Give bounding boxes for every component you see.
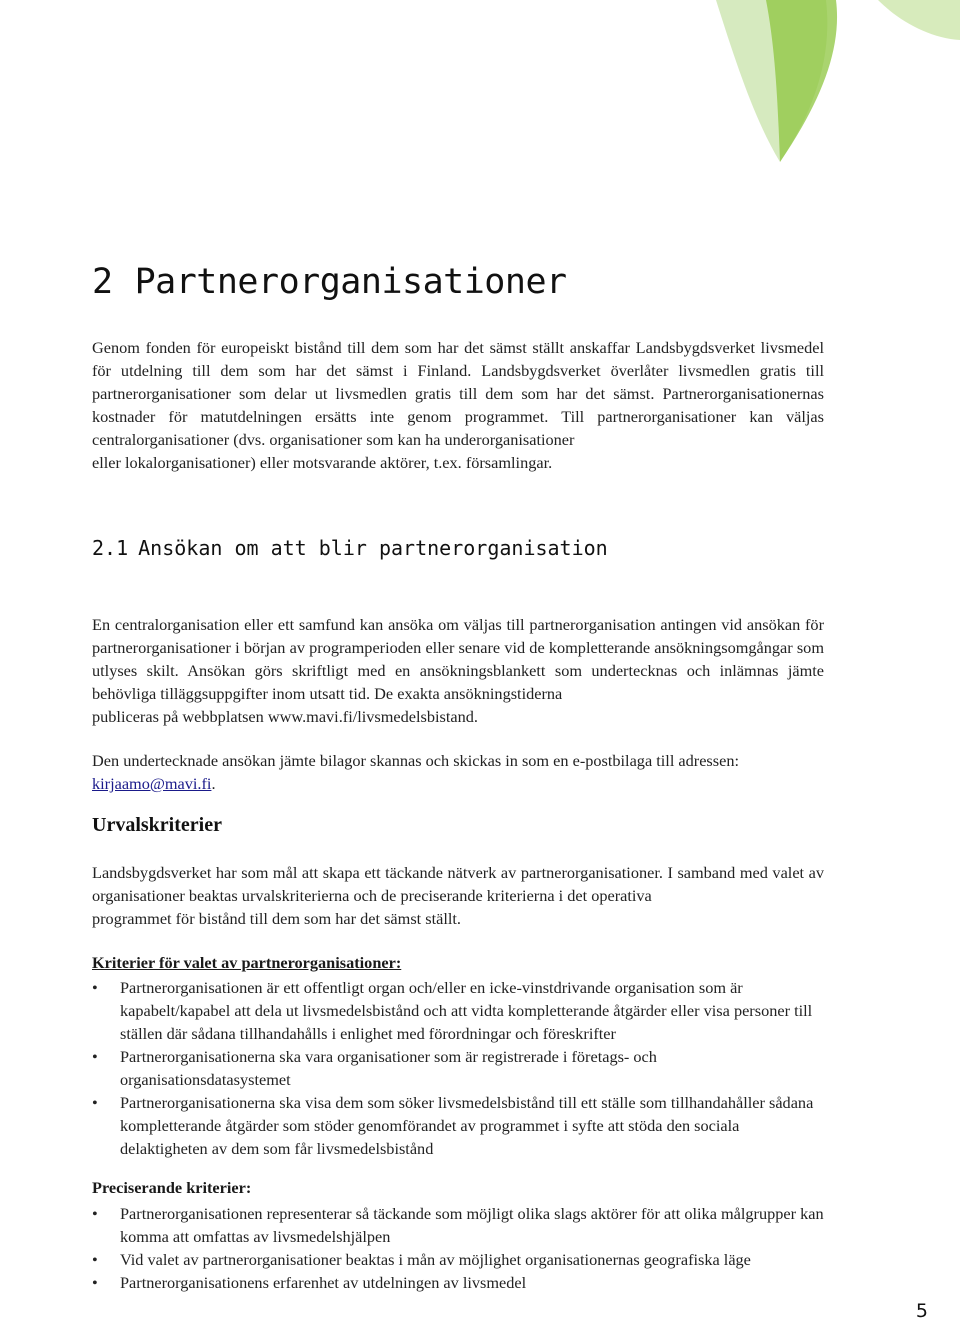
list-item bbox=[92, 1248, 824, 1271]
precise-heading: Preciserande kriterier: bbox=[92, 1178, 252, 1197]
list-item bbox=[92, 1045, 824, 1091]
list-item bbox=[92, 1271, 824, 1294]
urval-heading: Urvalskriterier bbox=[92, 814, 222, 836]
section-title: Ansökan om att blir partnerorganisation bbox=[138, 536, 608, 560]
list-item bbox=[92, 1091, 824, 1160]
list-item-text: Partnerorganisationens erfarenhet av utdelningen av livsmedel bbox=[120, 1273, 527, 1292]
urval-text: Landsbygdsverket har som mål att skapa ett täckande nätverk av partnerorganisationer. I samband med valet av organisationer beaktas urvalskriterierna och de preciserande kriterierna i det operativa bbox=[92, 863, 824, 905]
bullet-icon: • bbox=[92, 1273, 98, 1292]
list-item-text: Partnerorganisationen representerar så täckande som möjligt olika slags aktörer för att olika målgrupper kan komma att omfattas av livsmedelshjälpen bbox=[120, 1204, 824, 1246]
bullet-icon: • bbox=[92, 1093, 98, 1112]
leaf-decoration bbox=[0, 0, 960, 170]
bullet-icon: • bbox=[92, 1047, 98, 1066]
application-last-line: publiceras på webbplatsen www.mavi.fi/livsmedelsbistand. bbox=[92, 707, 478, 726]
email-link[interactable]: kirjaamo@mavi.fi bbox=[92, 774, 212, 793]
intro-last-line: eller lokalorganisationer) eller motsvarande aktörer, t.ex. församlingar. bbox=[92, 453, 553, 472]
chapter-title: Partnerorganisationer bbox=[134, 262, 567, 302]
precise-list bbox=[92, 1202, 824, 1294]
page-number: 5 bbox=[915, 1300, 928, 1322]
section-number: 2.1 bbox=[92, 536, 129, 560]
list-item-text: Partnerorganisationerna ska vara organisationer som är registrerade i företags- och organisationsdatasystemet bbox=[120, 1047, 657, 1089]
bullet-icon: • bbox=[92, 978, 98, 997]
list-item-text: Vid valet av partnerorganisationer beaktas i mån av möjlighet organisationernas geografiska läge bbox=[120, 1250, 751, 1269]
bullet-icon: • bbox=[92, 1204, 98, 1223]
urval-last-line: programmet för bistånd till dem som har det sämst ställt. bbox=[92, 909, 461, 928]
section-heading bbox=[92, 536, 608, 560]
bullet-icon: • bbox=[92, 1250, 98, 1269]
intro-text: Genom fonden för europeiskt bistånd till dem som har det sämst ställt anskaffar Landsbygdsverket livsmedel för utdelning till dem som har det sämst i Finland. Landsbygdsverket överlåter livsmedlen gratis till partnerorganisationer som delar ut livsmedlen gratis till dem som har det sämst. Partnerorganisationernas kostnader för matutdelningen ersätts inte genom programmet. Till partnerorganisationer kan väljas centralorganisationer (dvs. organisationer som kan ha underorganisationer bbox=[92, 338, 824, 449]
submission-paragraph bbox=[92, 749, 824, 795]
criteria-list bbox=[92, 976, 824, 1160]
list-item bbox=[92, 976, 824, 1045]
chapter-heading bbox=[92, 262, 567, 302]
chapter-number: 2 bbox=[92, 262, 113, 302]
intro-paragraph bbox=[92, 336, 824, 474]
application-paragraph bbox=[92, 613, 824, 728]
submission-end: . bbox=[211, 774, 216, 793]
submission-text: Den undertecknade ansökan jämte bilagor skannas och skickas in som en e-postbilaga till adressen: bbox=[92, 751, 739, 770]
list-item-text: Partnerorganisationen är ett offentligt organ och/eller en icke-vinstdrivande organisation som är kapabelt/kapabel att dela ut livsmedelsbistånd och att vidta kompletterande åtgärder eller visa personer till ställen där sådana tillhandahålls i enlighet med förordningar och föreskrifter bbox=[120, 978, 813, 1043]
list-item-text: Partnerorganisationerna ska visa dem som söker livsmedelsbistånd till ett ställe som tillhandahåller sådana kompletterande åtgärder som stöder genomförandet av programmet i syfte att stöda den sociala delaktigheten av dem som får livsmedelsbistånd bbox=[120, 1093, 814, 1158]
urval-paragraph bbox=[92, 861, 824, 930]
list-item bbox=[92, 1202, 824, 1248]
application-text: En centralorganisation eller ett samfund kan ansöka om väljas till partnerorganisation antingen vid ansökan för partnerorganisationer i början av programperioden eller senare vid de kompletterande ansökningsomgångar som utlyses skilt. Ansökan görs skriftligt med en ansökningsblankett som undertecknas och inlämnas jämte behövliga tilläggsuppgifter inom utsatt tid. De exakta ansökningstiderna bbox=[92, 615, 824, 703]
criteria-heading: Kriterier för valet av partnerorganisationer: bbox=[92, 953, 402, 972]
